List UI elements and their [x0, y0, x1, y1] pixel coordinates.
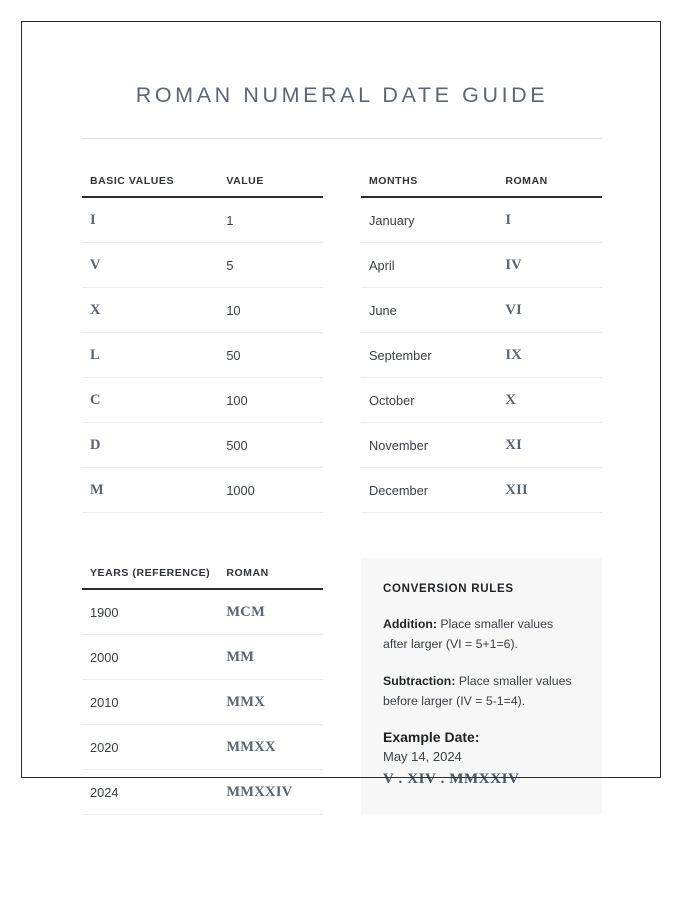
cell-symbol: I [82, 197, 218, 243]
cell-roman: MMXX [218, 725, 323, 770]
cell-month: January [361, 197, 497, 243]
table-row [82, 378, 323, 423]
page-title: ROMAN NUMERAL DATE GUIDE [135, 83, 549, 107]
content-columns [82, 175, 602, 815]
table-row [82, 423, 323, 468]
cell-month: September [361, 333, 497, 378]
table-row [361, 468, 602, 513]
cell-value: 5 [218, 243, 323, 288]
cell-month: October [361, 378, 497, 423]
cell-roman: XI [497, 423, 602, 468]
cell-value: 10 [218, 288, 323, 333]
cell-value: 1 [218, 197, 323, 243]
table-row [82, 288, 323, 333]
example-date-label: Example Date: [383, 728, 480, 745]
column-header-value: VALUE [218, 175, 323, 197]
cell-year: 2020 [82, 725, 218, 770]
table-row [361, 423, 602, 468]
cell-symbol: X [82, 288, 218, 333]
years-table [82, 567, 323, 815]
cell-year: 2010 [82, 680, 218, 725]
cell-month: April [361, 243, 497, 288]
column-header-roman: ROMAN [218, 567, 323, 589]
cell-value: 100 [218, 378, 323, 423]
cell-roman: IV [497, 243, 602, 288]
example-date-value: May 14, 2024 [383, 748, 462, 764]
cell-symbol: D [82, 423, 218, 468]
addition-text: Place smaller values after larger (VI = 5+1=6). [383, 617, 554, 651]
cell-month: June [361, 288, 497, 333]
cell-symbol: L [82, 333, 218, 378]
subtraction-text: Place smaller values before larger (IV = 5-1=4). [383, 673, 572, 708]
cell-year: 1900 [82, 589, 218, 635]
table-header-row [82, 567, 323, 589]
subtraction-label: Subtraction: [383, 673, 456, 688]
title-divider [82, 138, 602, 139]
table-row [361, 288, 602, 333]
cell-roman: XII [497, 468, 602, 513]
conversion-rules-title: CONVERSION RULES [383, 583, 514, 595]
cell-roman: VI [497, 288, 602, 333]
cell-symbol: C [82, 378, 218, 423]
table-row [82, 770, 323, 815]
cell-value: 1000 [218, 468, 323, 513]
column-header-month: MONTHS [361, 175, 497, 197]
cell-symbol: M [82, 468, 218, 513]
addition-rule [383, 615, 580, 655]
cell-roman: I [497, 197, 602, 243]
cell-roman: MMX [218, 680, 323, 725]
table-row [361, 333, 602, 378]
column-header-symbol: BASIC VALUES [82, 175, 218, 197]
conversion-rules-panel [361, 558, 602, 814]
column-header-roman: ROMAN [497, 175, 602, 197]
table-row [82, 725, 323, 770]
table-row [361, 243, 602, 288]
months-table [361, 175, 602, 513]
table-row [82, 589, 323, 635]
cell-roman: IX [497, 333, 602, 378]
table-header-row [82, 175, 323, 197]
table-row [361, 197, 602, 243]
document-body [82, 21, 602, 815]
left-column [82, 175, 323, 815]
cell-roman: MM [218, 635, 323, 680]
cell-value: 500 [218, 423, 323, 468]
cell-year: 2000 [82, 635, 218, 680]
table-header-row [361, 175, 602, 197]
right-column [361, 175, 602, 815]
column-header-year: YEARS (REFERENCE) [82, 567, 218, 589]
table-row [361, 378, 602, 423]
cell-year: 2024 [82, 770, 218, 815]
table-row [82, 635, 323, 680]
cell-value: 50 [218, 333, 323, 378]
cell-month: December [361, 468, 497, 513]
cell-roman: X [497, 378, 602, 423]
cell-month: November [361, 423, 497, 468]
basic-values-table [82, 175, 323, 513]
subtraction-rule [383, 672, 580, 712]
table-row [82, 197, 323, 243]
table-row [82, 243, 323, 288]
table-row [82, 468, 323, 513]
table-row [82, 680, 323, 725]
section-spacer [82, 513, 323, 567]
cell-roman: MCM [218, 589, 323, 635]
cell-roman: MMXXIV [218, 770, 323, 815]
table-row [82, 333, 323, 378]
example-date-roman: V . XIV . MMXXIV [383, 770, 520, 787]
addition-label: Addition: [383, 617, 437, 631]
cell-symbol: V [82, 243, 218, 288]
section-spacer [361, 513, 602, 558]
